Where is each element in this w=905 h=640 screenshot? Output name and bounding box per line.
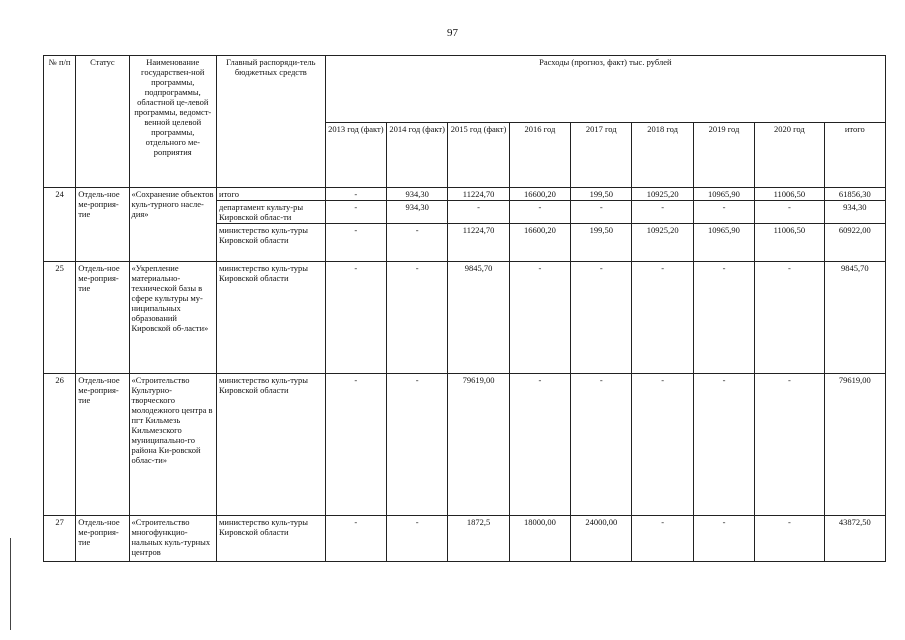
value-cell: -	[632, 262, 693, 374]
header-admin: Главный распоряди-тель бюджетных средств	[217, 56, 326, 188]
value-cell: -	[755, 262, 824, 374]
value-cell: -	[693, 201, 754, 224]
total-cell: 934,30	[824, 201, 885, 224]
value-cell: -	[387, 262, 448, 374]
value-cell: 1872,5	[448, 516, 509, 562]
header-total: итого	[824, 123, 885, 188]
value-cell: 79619,00	[448, 374, 509, 516]
value-cell: 16600,20	[509, 224, 570, 262]
total-cell: 60922,00	[824, 224, 885, 262]
value-cell: 11224,70	[448, 224, 509, 262]
row-num: 26	[44, 374, 76, 516]
value-cell: 11006,50	[755, 224, 824, 262]
value-cell: -	[325, 201, 386, 224]
value-cell: 10925,20	[632, 188, 693, 201]
header-status: Статус	[76, 56, 129, 188]
total-cell: 79619,00	[824, 374, 885, 516]
page-number: 97	[447, 27, 458, 39]
header-expenses: Расходы (прогноз, факт) тыс. рублей	[325, 56, 885, 123]
table-row	[44, 188, 886, 201]
value-cell: -	[509, 262, 570, 374]
value-cell: 16600,20	[509, 188, 570, 201]
value-cell: 10965,90	[693, 224, 754, 262]
row-program-name: «Сохранение объектов куль-турного насле-дия»	[129, 188, 217, 262]
value-cell: -	[325, 188, 386, 201]
header-year-2014: 2014 год (факт)	[387, 123, 448, 188]
value-cell: -	[387, 516, 448, 562]
value-cell: -	[448, 201, 509, 224]
header-year-2013: 2013 год (факт)	[325, 123, 386, 188]
row-num: 25	[44, 262, 76, 374]
row-num: 24	[44, 188, 76, 262]
value-cell: -	[325, 224, 386, 262]
row-admin: министерство куль-туры Кировской области	[217, 224, 326, 262]
value-cell: -	[632, 516, 693, 562]
value-cell: -	[571, 374, 632, 516]
value-cell: -	[571, 262, 632, 374]
value-cell: -	[325, 374, 386, 516]
value-cell: 11006,50	[755, 188, 824, 201]
value-cell: -	[509, 201, 570, 224]
total-cell: 61856,30	[824, 188, 885, 201]
value-cell: 934,30	[387, 188, 448, 201]
value-cell: -	[632, 201, 693, 224]
margin-line	[10, 538, 11, 630]
row-status: Отдель-ное ме-роприя-тие	[76, 262, 129, 374]
table-row	[44, 374, 886, 516]
value-cell: 199,50	[571, 188, 632, 201]
row-admin: министерство куль-туры Кировской области	[217, 374, 326, 516]
value-cell: 934,30	[387, 201, 448, 224]
budget-table	[43, 55, 886, 562]
value-cell: -	[387, 224, 448, 262]
value-cell: 10965,90	[693, 188, 754, 201]
header-program-name: Наименование государствен-ной программы, подпрограммы, областной це-левой программы, ведомст-венной целевой программы, отдельного ме-роприятия	[129, 56, 217, 188]
row-program-name: «Строительство Культурно-творческого молодежного центра в пгт Кильмезь Кильмезского муниципально-го района Ки-ровской облас-ти»	[129, 374, 217, 516]
value-cell: -	[693, 262, 754, 374]
row-admin: министерство куль-туры Кировской области	[217, 262, 326, 374]
value-cell: -	[693, 516, 754, 562]
value-cell: -	[632, 374, 693, 516]
value-cell: 11224,70	[448, 188, 509, 201]
total-cell: 43872,50	[824, 516, 885, 562]
header-year-2018: 2018 год	[632, 123, 693, 188]
value-cell: 199,50	[571, 224, 632, 262]
value-cell: -	[755, 516, 824, 562]
header-year-2017: 2017 год	[571, 123, 632, 188]
header-year-2016: 2016 год	[509, 123, 570, 188]
header-num: № п/п	[44, 56, 76, 188]
row-program-name: «Укрепление материально-технической базы в сфере культуры му-ниципальных образований Кировской об-ласти»	[129, 262, 217, 374]
row-admin: департамент культу-ры Кировской облас-ти	[217, 201, 326, 224]
value-cell: -	[571, 201, 632, 224]
value-cell: 24000,00	[571, 516, 632, 562]
value-cell: -	[755, 374, 824, 516]
row-status: Отдель-ное ме-роприя-тие	[76, 188, 129, 262]
row-admin: итого	[217, 188, 326, 201]
row-status: Отдель-ное ме-роприя-тие	[76, 516, 129, 562]
value-cell: -	[693, 374, 754, 516]
total-cell: 9845,70	[824, 262, 885, 374]
row-status: Отдель-ное ме-роприя-тие	[76, 374, 129, 516]
value-cell: -	[755, 201, 824, 224]
header-year-2019: 2019 год	[693, 123, 754, 188]
row-num: 27	[44, 516, 76, 562]
header-year-2015: 2015 год (факт)	[448, 123, 509, 188]
value-cell: 18000,00	[509, 516, 570, 562]
row-program-name: «Строительство многофункцио-нальных куль-турных центров	[129, 516, 217, 562]
table-row	[44, 262, 886, 374]
value-cell: -	[325, 262, 386, 374]
value-cell: -	[387, 374, 448, 516]
row-admin: министерство куль-туры Кировской области	[217, 516, 326, 562]
value-cell: 10925,20	[632, 224, 693, 262]
value-cell: -	[509, 374, 570, 516]
value-cell: -	[325, 516, 386, 562]
header-year-2020: 2020 год	[755, 123, 824, 188]
value-cell: 9845,70	[448, 262, 509, 374]
table-row	[44, 516, 886, 562]
